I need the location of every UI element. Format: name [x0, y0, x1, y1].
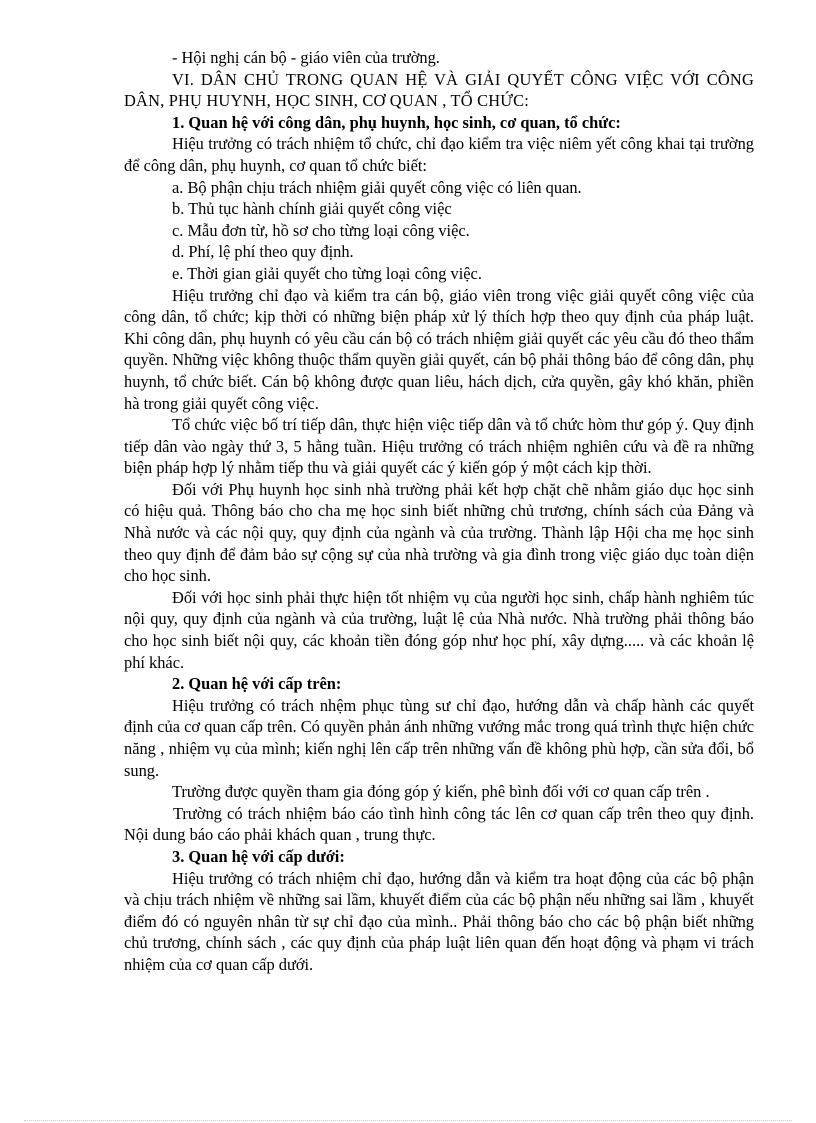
- paragraph-reception: Tổ chức việc bố trí tiếp dân, thực hiện việc tiếp dân và tổ chức hòm thư góp ý. Quy định tiếp dân vào ngày thứ 3, 5 hằng tuần. Hiệu trưởng có trách nhiệm nghiên cứu và đề ra những biện pháp hợp lý nhằm tiếp thu và giải quyết các ý kiến góp ý một cách kịp thời.: [124, 415, 754, 478]
- paragraph-reporting: Trường có trách nhiệm báo cáo tình hình công tác lên cơ quan cấp trên theo quy định. Nội dung báo cáo phải khách quan , trung thực.: [124, 803, 754, 845]
- paragraph-parents: Đối với Phụ huynh học sinh nhà trường phải kết hợp chặt chẽ nhằm giáo dục học sinh có hiệu quả. Thông báo cho cha mẹ học sinh biết những chủ trương, chính sách của Đảng và Nhà nước và các nội quy, quy định của ngành và của trường. Thành lập Hội cha mẹ học sinh theo quy định để đảm bảo sự cộng sự của nhà trường và gia đình trong việc giáo dục toàn diện cho học sinh.: [124, 479, 754, 586]
- subheading-3: 3. Quan hệ với cấp dưới:: [172, 846, 345, 866]
- list-item-e: e. Thời gian giải quyết cho từng loại công việc.: [172, 263, 482, 283]
- paragraph-superiors: Hiệu trưởng có trách nhệm phục tùng sư chỉ đạo, hướng dẫn và chấp hành các quyết định của cơ quan cấp trên. Có quyền phản ánh những vướng mắc trong quá trình thực hiện chức năng , nhiệm vụ của mình; kiến nghị lên cấp trên những vấn đề không phù hợp, cần sửa đổi, bổ sung.: [124, 695, 754, 780]
- paragraph-citizen-handling: Hiệu trưởng chỉ đạo và kiểm tra cán bộ, giáo viên trong việc giải quyết công việc của công dân, tổ chức; kịp thời có những biện pháp xử lý thích hợp theo quy định của pháp luật. Khi công dân, phụ huynh có yêu cầu cán bộ có trách nhiệm giải quyết các yêu cầu đó theo thẩm quyền. Những việc không thuộc thẩm quyền giải quyết, cán bộ phải thông báo để công dân, phụ huynh, tổ chức biết. Cán bộ không được quan liêu, hách dịch, cửa quyền, gây khó khăn, phiền hà trong giải quyết công việc.: [124, 285, 754, 413]
- list-item-d: d. Phí, lệ phí theo quy định.: [172, 242, 354, 262]
- list-item-dash: - Hội nghị cán bộ - giáo viên của trường.: [172, 48, 440, 67]
- section-heading-vi: VI. DÂN CHỦ TRONG QUAN HỆ VÀ GIẢI QUYẾT CÔNG VIỆC VỚI CÔNG DÂN, PHỤ HUYNH, HỌC SINH, CƠ QUAN , TỔ CHỨC:: [124, 69, 754, 111]
- paragraph-feedback: Trường được quyền tham gia đóng góp ý kiến, phê bình đối với cơ quan cấp trên .: [172, 782, 710, 802]
- page-bottom-divider: [24, 1120, 792, 1121]
- list-item-a: a. Bộ phận chịu trách nhiệm giải quyết công việc có liên quan.: [172, 177, 582, 197]
- list-item-b: b. Thủ tục hành chính giải quyết công việc: [172, 199, 452, 219]
- list-item-c: c. Mẫu đơn từ, hồ sơ cho từng loại công việc.: [172, 220, 470, 240]
- subheading-2: 2. Quan hệ với cấp trên:: [172, 674, 342, 694]
- subheading-1: 1. Quan hệ với công dân, phụ huynh, học sinh, cơ quan, tổ chức:: [172, 112, 621, 132]
- document-page: [124, 47, 754, 976]
- paragraph-intro: Hiệu trưởng có trách nhiệm tổ chức, chỉ đạo kiểm tra việc niêm yết công khai tại trường để công dân, phụ huynh, cơ quan tổ chức biết:: [124, 134, 754, 175]
- paragraph-students: Đối với học sinh phải thực hiện tốt nhiệm vụ của người học sinh, chấp hành nghiêm túc nội quy, quy định của ngành và của trường, luật lệ của Nhà nước. Nhà trường phải thông báo cho học sinh biết nội quy, các khoản tiền đóng góp như học phí, xây dựng..... và các khoản lệ phí khác.: [124, 587, 754, 672]
- paragraph-subordinates: Hiệu trưởng có trách nhiệm chỉ đạo, hướng dẫn và kiểm tra hoạt động của các bộ phận và chịu trách nhiệm về những sai lầm, khuyết điểm của các bộ phận nếu những sai lầm , khuyết điểm đó có nguyên nhân từ sự chỉ đạo của mình.. Phải thông báo cho các bộ phận biết những chủ trương, chính sách , các quy định của pháp luật liên quan đến hoạt động và phạm vi trách nhiệm của cơ quan cấp dưới.: [124, 868, 754, 974]
